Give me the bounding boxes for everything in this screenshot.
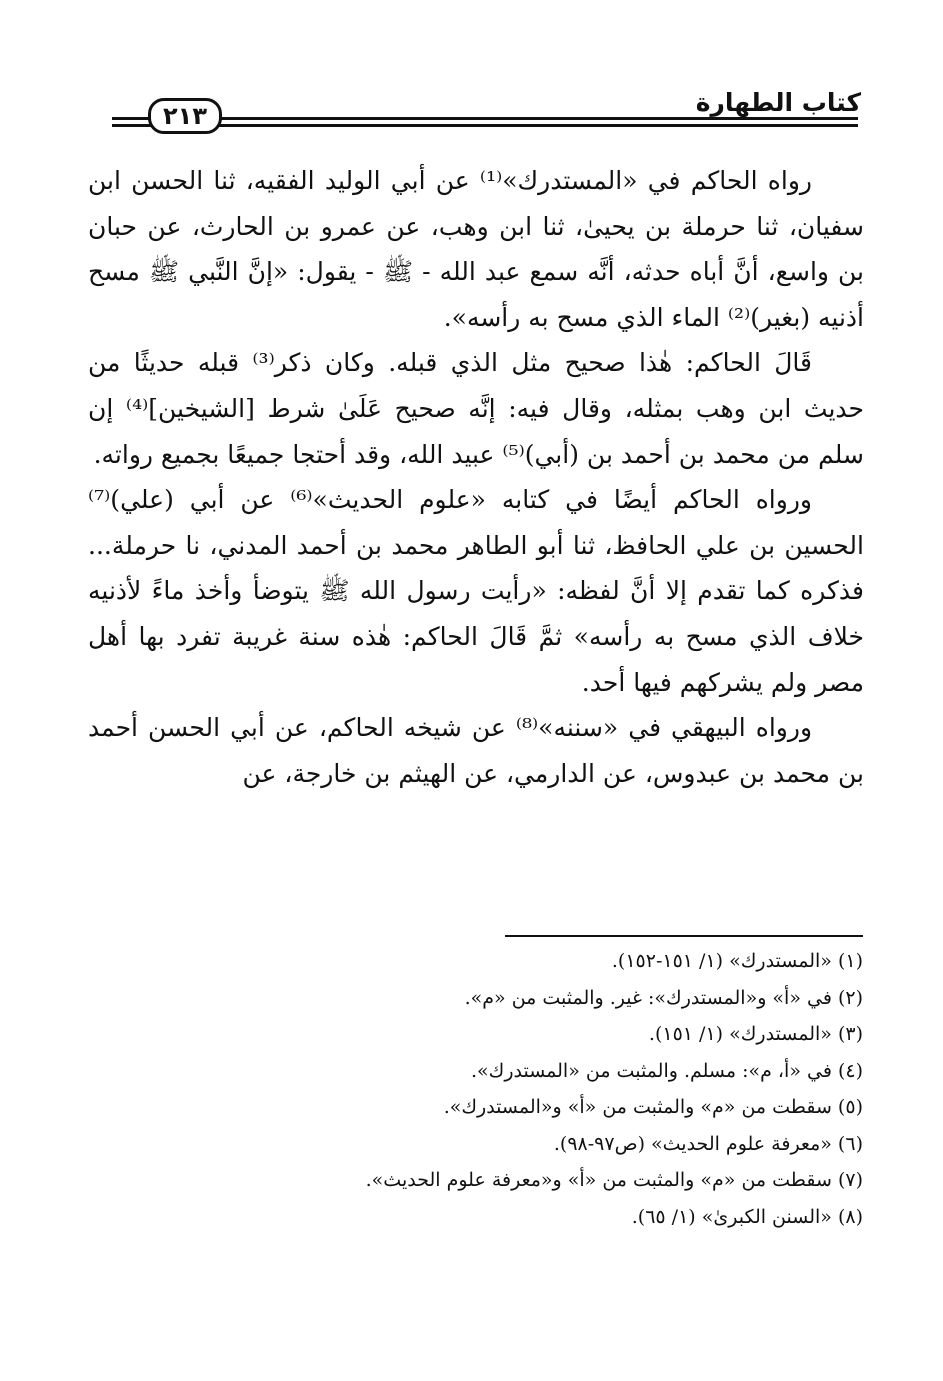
footnote-separator bbox=[505, 935, 863, 937]
paragraph: ورواه البيهقي في «سننه»⁽⁸⁾ عن شيخه الحاكم، عن أبي الحسن أحمد بن محمد بن عبدوس، عن الدارمي، عن الهيثم بن خارجة، عن bbox=[88, 713, 864, 788]
footnote: (٢) في «أ» و«المستدرك»: غير. والمثبت من «م». bbox=[464, 986, 863, 1009]
footnote: (١) «المستدرك» (١/ ١٥١-١٥٢). bbox=[611, 950, 863, 972]
header-rule-top bbox=[112, 117, 858, 120]
footnotes bbox=[200, 943, 863, 1235]
paragraph: قَالَ الحاكم: هٰذا صحيح مثل الذي قبله. وكان ذكر⁽³⁾ قبله حديثًا من حديث ابن وهب بمثله، وقال فيه: إنَّه صحيح عَلَىٰ شرط [الشيخين]⁽⁴⁾ إن سلم من محمد بن أحمد بن (أبي)⁽⁵⁾ عبيد الله، وقد أحتجا جميعًا بجميع رواته. bbox=[88, 348, 864, 469]
footnote: (٥) سقطت من «م» والمثبت من «أ» و«المستدرك». bbox=[443, 1096, 863, 1118]
footnote: (٨) «السنن الكبرىٰ» (١/ ٦٥). bbox=[631, 1205, 863, 1228]
footnote: (٣) «المستدرك» (١/ ١٥١). bbox=[648, 1023, 863, 1045]
footnote: (٦) «معرفة علوم الحديث» (ص٩٧-٩٨). bbox=[553, 1132, 863, 1155]
footnote: (٤) في «أ، م»: مسلم. والمثبت من «المستدرك». bbox=[471, 1059, 863, 1082]
main-text bbox=[88, 158, 864, 796]
paragraph: ورواه الحاكم أيضًا في كتابه «علوم الحديث»⁽⁶⁾ عن أبي (علي)⁽⁷⁾ الحسين بن علي الحافظ، ثنا أبو الطاهر محمد بن أحمد المدني، نا حرملة... فذكره كما تقدم إلا أنَّ لفظه: «رأيت رسول الله ﷺ يتوضأ وأخذ ماءً لأذنيه خلاف الذي مسح به رأسه» ثمَّ قَالَ الحاكم: هٰذه سنة غريبة تفرد بها أهل مصر ولم يشركهم فيها أحد. bbox=[88, 485, 865, 697]
page-number: ٢١٣ bbox=[148, 98, 222, 134]
header-rule-bottom bbox=[112, 124, 858, 127]
paragraph: رواه الحاكم في «المستدرك»⁽¹⁾ عن أبي الوليد الفقيه، ثنا الحسن ابن سفيان، ثنا حرملة بن يحيىٰ، ثنا ابن وهب، عن عمرو بن الحارث، عن حبان بن واسع، أنَّ أباه حدثه، أنَّه سمع عبد الله - ﷺ - يقول: «إنَّ النَّبي ﷺ مسح أذنيه (بغير)⁽²⁾ الماء الذي مسح به رأسه». bbox=[88, 166, 864, 332]
footnote: (٧) سقطت من «م» والمثبت من «أ» و«معرفة علوم الحديث». bbox=[365, 1169, 863, 1191]
page-header bbox=[0, 0, 943, 140]
running-title: كتاب الطهارة bbox=[695, 88, 861, 117]
